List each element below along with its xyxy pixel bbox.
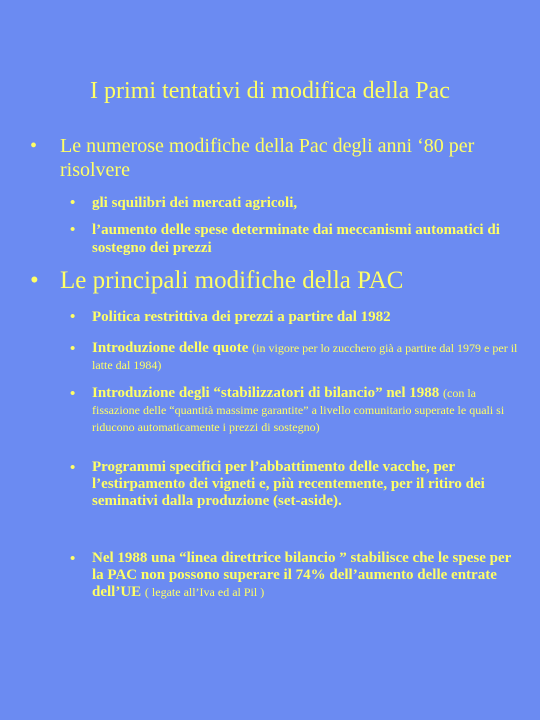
slide-title: I primi tentativi di modifica della Pac: [90, 78, 450, 104]
sub-bullet-squilibri: [70, 194, 520, 212]
sub-bullet-text: [92, 340, 520, 374]
sub-bullet-stabilizzatori: [70, 385, 520, 436]
bullet-dot: •: [70, 551, 76, 567]
sub-bullet-programmi-specifici: [70, 459, 520, 510]
bullet-dot: •: [30, 135, 38, 157]
sub-bullet-note: (con la fissazione delle “quantità massime garantite” a livello comunitario superate le quali si riducono automaticamente i prezzi di sostegno): [92, 386, 505, 434]
bullet-dot: •: [70, 341, 76, 357]
bullet-dot: •: [70, 460, 76, 476]
bullet-text: Le numerose modifiche della Pac degli anni ‘80 per risolvere: [60, 135, 475, 181]
sub-bullet-text: [92, 550, 520, 601]
sub-bullet-text: gli squilibri dei mercati agricoli,: [92, 195, 298, 211]
sub-bullet-main: Programmi specifici per l’abbattimento delle vacche, per l’estirpamento dei vigneti e, più recentemente, per il ritiro dei seminativi dalla produzione (set-aside).: [92, 459, 485, 509]
sub-bullet-text: [92, 459, 520, 510]
sub-bullet-note: ( legate all’Iva ed al Pil ): [144, 585, 265, 599]
bullet-dot: •: [70, 309, 76, 325]
bullet-dot: •: [70, 222, 76, 238]
sub-bullet-quote: [70, 340, 520, 374]
bullet-dot: •: [70, 195, 76, 211]
sub-bullet-main: Introduzione degli “stabilizzatori di bilancio” nel 1988: [92, 385, 440, 401]
sub-bullet-text: l’aumento delle spese determinate dai meccanismi automatici di sostegno dei prezzi: [92, 222, 500, 256]
bullet-principali-modifiche: [30, 266, 520, 296]
sub-bullet-linea-direttrice: [70, 550, 520, 601]
sub-bullet-main: Politica restrittiva dei prezzi a partire dal 1982: [92, 309, 391, 325]
bullet-dot: •: [30, 267, 39, 294]
sub-bullet-politica-restrittiva: [70, 308, 520, 326]
bullet-dot: •: [70, 386, 76, 402]
sub-bullet-main: Nel 1988 una “linea direttrice bilancio ” stabilisce che le spese per la PAC non possono superare il 74% dell’aumento delle entrate dell’UE: [92, 550, 511, 600]
bullet-text: Le principali modifiche della PAC: [60, 267, 404, 294]
sub-bullet-text: [92, 308, 520, 326]
sub-bullet-note: (in vigore per lo zucchero già a partire dal 1979 e per il latte dal 1984): [92, 341, 518, 372]
sub-bullet-aumento-spese: [70, 221, 520, 257]
bullet-numerose-modifiche: [30, 134, 520, 182]
sub-bullet-main: Introduzione delle quote: [92, 340, 249, 356]
sub-bullet-text: [92, 385, 520, 436]
